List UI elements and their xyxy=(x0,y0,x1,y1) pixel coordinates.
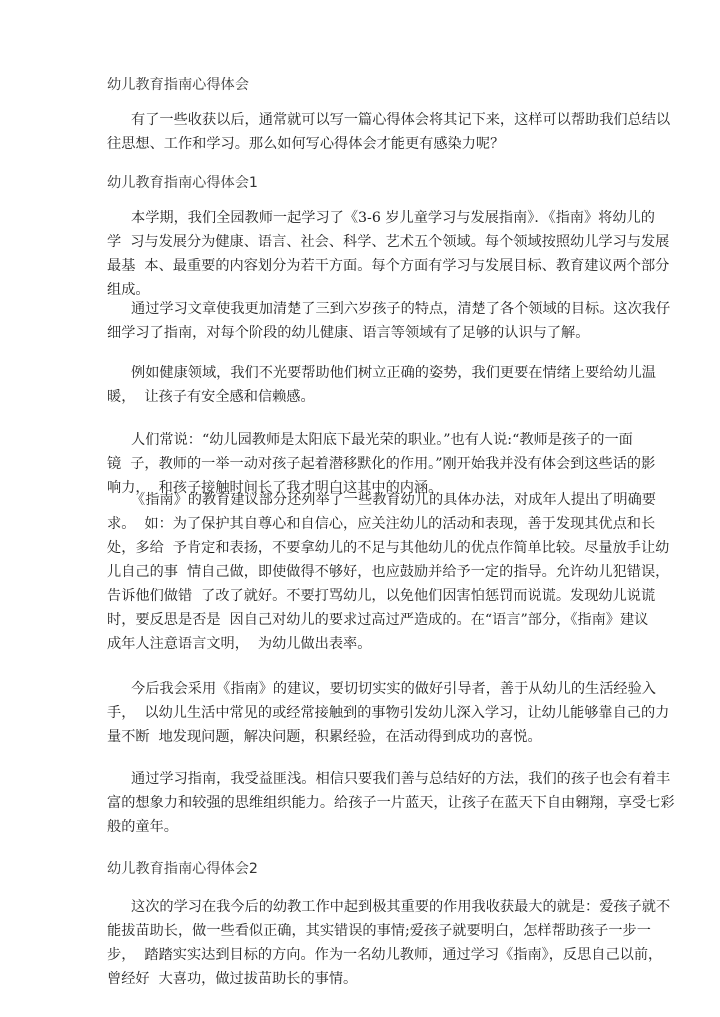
text-line: 成年人注意语言文明， 为幼儿做出表率。 xyxy=(107,636,372,652)
text-line: 量不断 地发现问题，解决问题，积累经验，在活动得到成功的喜悦。 xyxy=(107,729,542,745)
text-line: 手， 以幼儿生活中常见的或经常接触到的事物引发幼儿深入学习，让幼儿能够靠自己的力 xyxy=(107,705,670,721)
paragraph xyxy=(107,677,670,749)
text-line: 般的童年。 xyxy=(107,819,178,835)
paragraph xyxy=(107,361,667,409)
text-line: 镜 子，教师的一举一动对孩子起着潜移默化的作用。”刚开始我并没有体会到这些话的影 xyxy=(107,456,656,472)
text-line: 学 习与发展分为健康、语言、社会、科学、艺术五个领域。每个领域按照幼儿学习与发展 xyxy=(107,234,670,250)
section-heading-2 xyxy=(107,857,667,881)
text-line: 时，要反思是否是 因自己对幼儿的要求过高过严造成的。在“语言”部分，《指南》建议 xyxy=(107,612,649,628)
heading-text: 幼儿教育指南心得体会1 xyxy=(107,175,258,191)
text-line: 能拔苗助长，做一些看似正确，其实错误的事情;爱孩子就要明白，怎样帮助孩子一步一 xyxy=(107,923,651,939)
text-line: 例如健康领域，我们不光要帮助他们树立正确的姿势，我们更要在情绪上要给幼儿温 xyxy=(131,365,656,381)
title-text: 幼儿教育指南心得体会 xyxy=(107,77,249,93)
paragraph xyxy=(107,206,670,302)
text-line: 步， 踏踏实实达到目标的方向。作为一名幼儿教师，通过学习《指南》，反思自己以前， xyxy=(107,947,663,963)
text-line: 最基 本、最重要的内容划分为若干方面。每个方面有学习与发展目标、教育建议两个部分 xyxy=(107,258,670,274)
text-line: 往思想、工作和学习。那么如何写心得体会才能更有感染力呢？ xyxy=(107,136,505,152)
text-line: 响力， 和孩子接触时间长了我才明白这其中的内涵。 xyxy=(107,480,443,496)
text-line: 富的想象力和较强的思维组织能力。给孩子一片蓝天，让孩子在蓝天下自由翱翔，享受七彩 xyxy=(107,795,675,811)
paragraph xyxy=(107,297,671,345)
text-line: 今后我会采用《指南》的建议，要切切实实的做好引导者，善于从幼儿的生活经验入 xyxy=(131,681,656,697)
text-line: 通过学习指南，我受益匪浅。相信只要我们善与总结好的方法，我们的孩子也会有着丰 xyxy=(131,771,671,787)
text-line: 组成。 xyxy=(107,282,150,298)
text-line: 处，多给 予肯定和表扬，不要拿幼儿的不足与其他幼儿的优点作简单比较。尽量放手让幼 xyxy=(107,540,670,556)
text-line: 暖， 让孩子有安全感和信赖感。 xyxy=(107,389,315,405)
document-title xyxy=(107,73,667,97)
text-line: 有了一些收获以后，通常就可以写一篇心得体会将其记下来，这样可以帮助我们总结以 xyxy=(131,112,671,128)
text-line: 细学习了指南，对每个阶段的幼儿健康、语言等领域有了足够的认识与了解。 xyxy=(107,325,590,341)
text-line: 儿自己的事 情自己做，即使做得不够好，也应鼓励并给予一定的指导。允许幼儿犯错误， xyxy=(107,564,670,580)
text-line: 求。 如：为了保护其自尊心和自信心，应关注幼儿的活动和表现，善于发现其优点和长 xyxy=(107,516,656,532)
heading-text: 幼儿教育指南心得体会2 xyxy=(107,861,258,877)
paragraph xyxy=(107,767,675,839)
text-line: 人们常说：“幼儿园教师是太阳底下最光荣的职业。”也有人说:“教师是孩子的一面 xyxy=(131,432,633,448)
paragraph xyxy=(107,488,670,656)
section-heading-1 xyxy=(107,171,667,195)
paragraph xyxy=(107,108,671,156)
text-line: 曾经好 大喜功，做过拔苗助长的事情。 xyxy=(107,971,358,987)
text-line: 本学期，我们全园教师一起学习了《3-6 岁儿童学习与发展指南》．《指南》将幼儿的 xyxy=(131,210,655,226)
text-line: 《指南》的教育建议部分还列举了一些教育幼儿的具体办法，对成年人提出了明确要 xyxy=(131,492,656,508)
text-line: 这次的学习在我今后的幼教工作中起到极其重要的作用我收获最大的就是：爱孩子就不 xyxy=(131,899,671,915)
text-line: 通过学习文章使我更加清楚了三到六岁孩子的特点，清楚了各个领域的目标。这次我仔 xyxy=(131,301,671,317)
paragraph xyxy=(107,895,671,991)
text-line: 告诉他们做错 了改了就好。不要打骂幼儿，以免他们因害怕惩罚而说谎。发现幼儿说谎 xyxy=(107,588,656,604)
